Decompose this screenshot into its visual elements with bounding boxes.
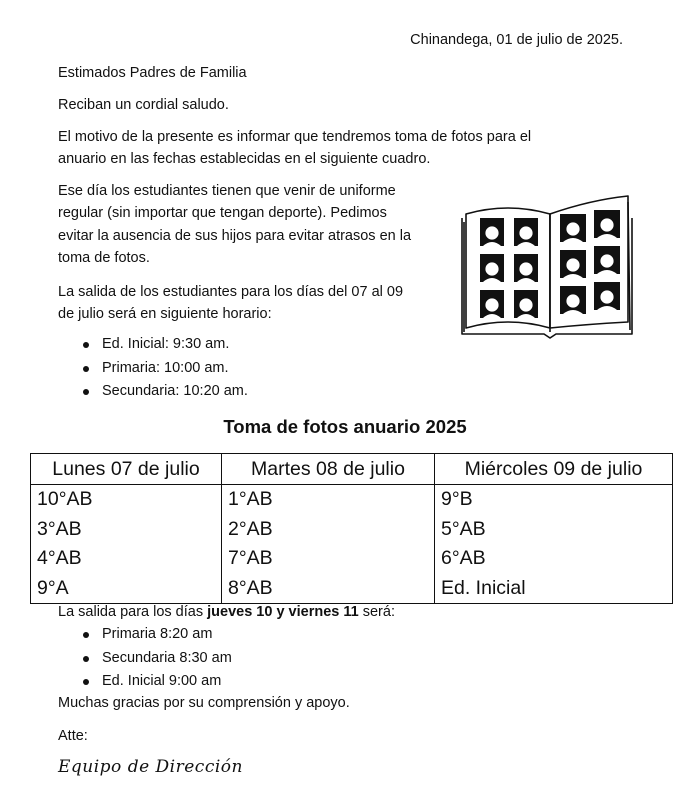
- uniform-line-4: toma de fotos.: [58, 250, 150, 266]
- table-cell: 2°AB: [222, 515, 435, 545]
- table-row: [31, 485, 673, 515]
- column-header-wednesday: Miércoles 09 de julio: [435, 454, 673, 485]
- list-item: Secundaria: 10:20 am.: [80, 380, 248, 404]
- table-cell: 7°AB: [222, 544, 435, 574]
- thanks-line: Muchas gracias por su comprensión y apoyo.: [58, 695, 350, 711]
- uniform-line-3: evitar la ausencia de sus hijos para evitar atrasos en la: [58, 228, 412, 244]
- table-cell: 6°AB: [435, 544, 673, 574]
- list-item: Ed. Inicial 9:00 am: [80, 670, 232, 694]
- greeting: Estimados Padres de Familia: [58, 65, 247, 81]
- letter-date: Chinandega, 01 de julio de 2025.: [410, 32, 623, 48]
- uniform-line-1: Ese día los estudiantes tienen que venir de uniforme: [58, 183, 396, 199]
- second-exit-intro-pre: La salida para los días: [58, 604, 208, 620]
- table-cell: 9°A: [31, 574, 222, 604]
- table-cell: Ed. Inicial: [435, 574, 673, 604]
- yearbook-illustration: [458, 192, 636, 340]
- list-item: Primaria 8:20 am: [80, 623, 232, 647]
- table-title: Toma de fotos anuario 2025: [223, 416, 467, 437]
- second-exit-intro-post: será:: [358, 604, 395, 620]
- table-cell: 1°AB: [222, 485, 435, 515]
- second-exit-days: jueves 10 y viernes 11: [207, 604, 359, 620]
- table-cell: 9°B: [435, 485, 673, 515]
- list-item: Ed. Inicial: 9:30 am.: [80, 333, 248, 357]
- exit-line-2: de julio será en siguiente horario:: [58, 306, 272, 322]
- signature: Equipo de Dirección: [58, 757, 243, 777]
- second-exit-schedule-list: [80, 623, 232, 694]
- table-cell: 4°AB: [31, 544, 222, 574]
- salutation: Reciban un cordial saludo.: [58, 97, 229, 113]
- table-cell: 5°AB: [435, 515, 673, 545]
- column-header-tuesday: Martes 08 de julio: [222, 454, 435, 485]
- uniform-line-2: regular (sin importar que tengan deporte). Pedimos: [58, 205, 387, 221]
- list-item: Primaria: 10:00 am.: [80, 357, 248, 381]
- second-exit-intro: [58, 601, 395, 623]
- column-header-monday: Lunes 07 de julio: [31, 454, 222, 485]
- table-row: [31, 515, 673, 545]
- table-row: [31, 574, 673, 604]
- table-cell: 3°AB: [31, 515, 222, 545]
- table-header-row: [31, 454, 673, 485]
- intro-line-2: anuario en las fechas establecidas en el siguiente cuadro.: [58, 151, 431, 167]
- exit-line-1: La salida de los estudiantes para los días del 07 al 09: [58, 284, 404, 300]
- photo-schedule-table: [30, 453, 673, 604]
- intro-line-1: El motivo de la presente es informar que tendremos toma de fotos para el: [58, 129, 532, 145]
- list-item: Secundaria 8:30 am: [80, 647, 232, 671]
- exit-schedule-list: [80, 333, 248, 404]
- table-row: [31, 544, 673, 574]
- table-cell: 10°AB: [31, 485, 222, 515]
- table-cell: 8°AB: [222, 574, 435, 604]
- closing-line: Atte:: [58, 728, 88, 744]
